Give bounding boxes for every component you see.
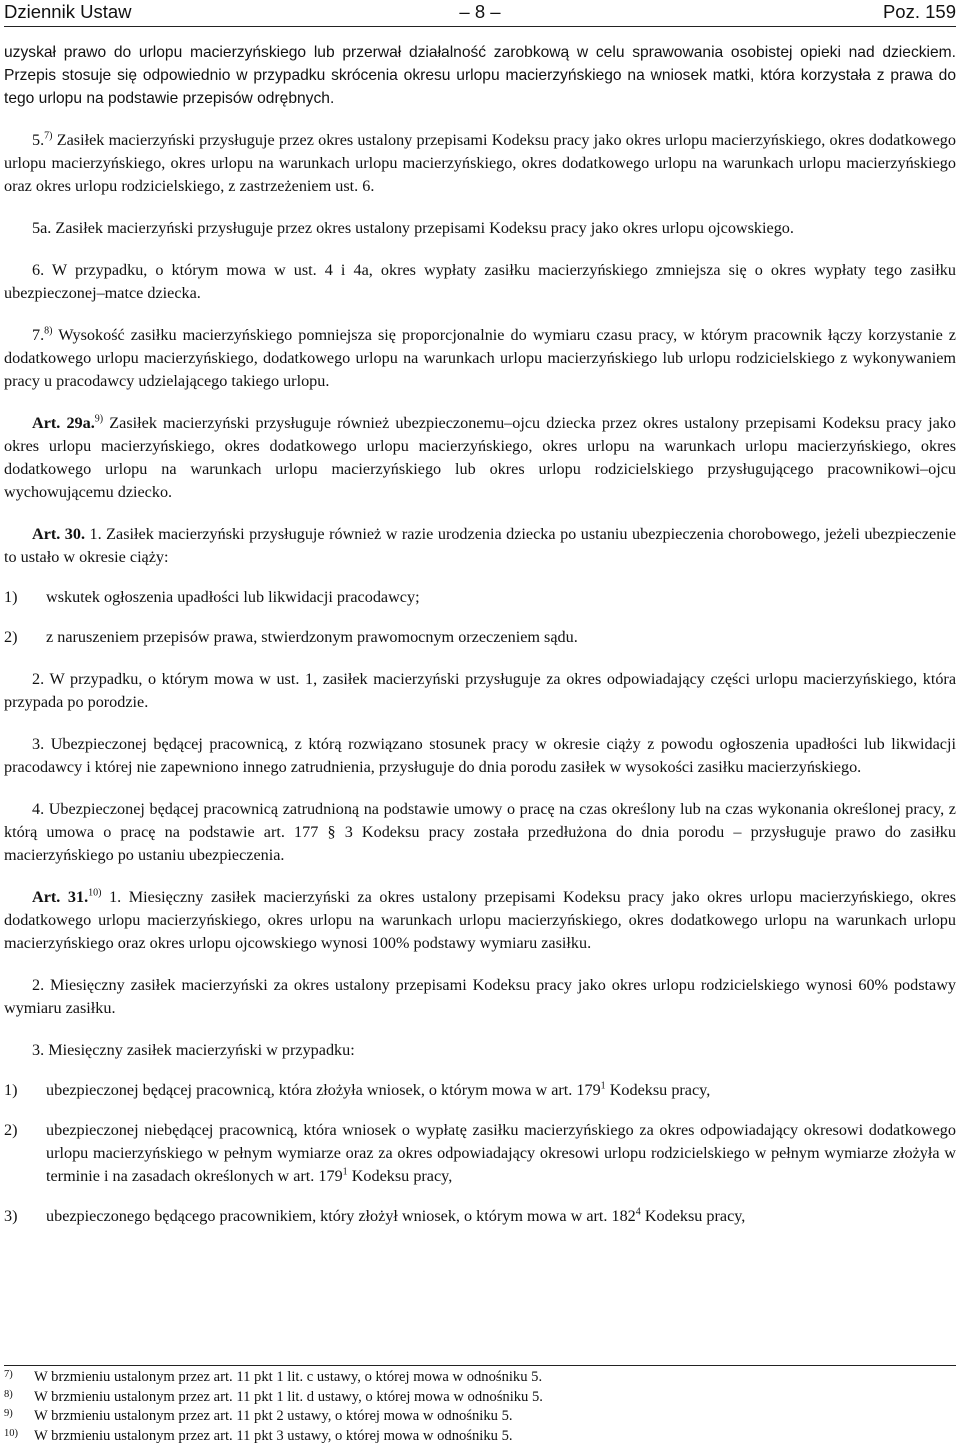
footnote-ref-9: 9) — [94, 413, 104, 425]
list-item-tail: Kodeksu pracy, — [347, 1167, 453, 1185]
list-item-body: ubezpieczonej będącej pracownicą, która złożyła wniosek, o którym mowa w art. 179 — [46, 1081, 601, 1099]
paragraph-5-text: Zasiłek macierzyński przysługuje przez okres ustalony przepisami Kodeksu pracy jako okres urlopu macierzyńskiego, okres dodatkowego urlopu macierzyńskiego, okres urlopu na warunkach urlopu macierzyńskiego, okres dodatkowego urlopu na warunkach urlopu macierzyńskiego oraz okres urlopu rodzicielskiego, z zastrzeżeniem ust. 6. — [4, 131, 956, 195]
article-30-paragraph-1 — [4, 523, 956, 569]
footnote — [4, 1368, 956, 1388]
list-item-text: wskutek ogłoszenia upadłości lub likwidacji pracodawcy; — [46, 588, 420, 606]
paragraph-5-number: 5. — [32, 131, 45, 149]
superscript: 4 — [635, 1206, 641, 1218]
article-31-paragraph-1-text: 1. Miesięczny zasiłek macierzyński za okres ustalony przepisami Kodeksu pracy jako okres urlopu macierzyńskiego, okres dodatkowego urlopu macierzyńskiego, okres urlopu na warunkach urlopu macierzyńskiego, okres dodatkowego urlopu na warunkach urlopu macierzyńskiego oraz okres urlopu ojcowskiego wynosi 100% podstawy wymiaru zasiłku. — [4, 888, 956, 952]
footnotes — [4, 1365, 956, 1446]
list-item — [4, 626, 956, 649]
superscript: 1 — [600, 1080, 606, 1092]
superscript: 1 — [342, 1166, 348, 1178]
footnote — [4, 1407, 956, 1427]
list-item — [4, 586, 956, 609]
list-item — [4, 1205, 956, 1228]
article-31-paragraph-3: 3. Miesięczny zasiłek macierzyński w przypadku: — [32, 1041, 355, 1059]
intro-paragraph: uzyskał prawo do urlopu macierzyńskiego lub przerwał działalność zarobkową w celu sprawowania osobistej opieki nad dzieckiem. Przepis stosuje się odpowiednio w przypadku skrócenia okresu urlopu macierzyńskiego na wniosek matki, która korzystała z prawa do tego urlopu na podstawie przepisów odrębnych. — [4, 44, 956, 107]
document-body — [4, 41, 956, 1228]
footnote-text: W brzmieniu ustalonym przez art. 11 pkt 1 lit. c ustawy, o której mowa w odnośniku 5. — [34, 1369, 543, 1385]
article-29a-label: Art. 29a. — [32, 414, 95, 432]
list-item-text — [46, 1079, 956, 1102]
list-item-number: 3) — [4, 1207, 18, 1225]
list-item — [4, 1119, 956, 1188]
paragraph-7-text: Wysokość zasiłku macierzyńskiego pomniejsza się proporcjonalnie do wymiaru czasu pracy, w którym pracownik łączy korzystanie z dodatkowego urlopu macierzyńskiego, dodatkowego urlopu na warunkach urlopu macierzyńskiego lub urlopu rodzicielskiego z wykonywaniem pracy u pracodawcy udzielającego takiego urlopu. — [4, 326, 956, 390]
footnote — [4, 1427, 956, 1447]
list-item-number: 2) — [4, 1121, 18, 1139]
list-item-body: ubezpieczonej niebędącej pracownicą, która wniosek o wypłatę zasiłku macierzyńskiego za okres odpowiadający okresowi dodatkowego urlopu macierzyńskiego w pełnym wymiarze oraz za okres odpowiadający okresowi urlopu rodzicielskiego w pełnym wymiarze złożyła w terminie i na zasadach określonych w art. 179 — [46, 1121, 956, 1185]
article-29a — [4, 412, 956, 504]
paragraph-5a: 5a. Zasiłek macierzyński przysługuje przez okres ustalony przepisami Kodeksu pracy jako okres urlopu ojcowskiego. — [32, 219, 794, 237]
list-item-text: z naruszeniem przepisów prawa, stwierdzonym prawomocnym orzeczeniem sądu. — [46, 628, 578, 646]
article-30-paragraph-3: 3. Ubezpieczonej będącej pracownicą, z którą rozwiązano stosunek pracy w okresie ciąży z powodu ogłoszenia upadłości lub likwidacji pracodawcy i której nie zapewniono innego zatrudnienia, przysługuje do dnia porodu zasiłek w wysokości zasiłku macierzyńskiego. — [4, 735, 956, 776]
list-item-body: ubezpieczonego będącego pracownikiem, który złożył wniosek, o którym mowa w art. 182 — [46, 1207, 636, 1225]
paragraph-7-number: 7. — [32, 326, 45, 344]
page-header — [4, 0, 956, 27]
footnote-mark: 7) — [4, 1369, 13, 1380]
position-number: Poz. 159 — [882, 1, 956, 22]
list-item-number: 2) — [4, 628, 18, 646]
article-31-label: Art. 31. — [32, 888, 89, 906]
footnote — [4, 1388, 956, 1408]
article-30-paragraph-4: 4. Ubezpieczonej będącej pracownicą zatrudnioną na podstawie umowy o pracę na czas określony lub na czas wykonania określonej pracy, z którą umowa o pracę na podstawie art. 177 § 3 Kodeksu pracy została przedłużona do dnia porodu – przysługuje prawo do zasiłku macierzyńskiego po ustaniu ubezpieczenia. — [4, 800, 956, 864]
list-item-number: 1) — [4, 588, 18, 606]
paragraph-6: 6. W przypadku, o którym mowa w ust. 4 i 4a, okres wypłaty zasiłku macierzyńskiego zmniejsza się o okres wypłaty tego zasiłku ubezpieczonej–matce dziecka. — [4, 261, 956, 302]
list-item-text — [46, 1205, 956, 1228]
page-number: – 8 – — [459, 1, 501, 22]
footnote-mark: 10) — [4, 1427, 18, 1439]
paragraph-7 — [4, 324, 956, 393]
list-item — [4, 1079, 956, 1102]
footnote-ref-10: 10) — [88, 887, 102, 899]
footnote-ref-8: 8) — [44, 325, 53, 337]
article-30-paragraph-1-text: 1. Zasiłek macierzyński przysługuje również w razie urodzenia dziecka po ustaniu ubezpieczenia chorobowego, jeżeli ubezpieczenie to ustało w okresie ciąży: — [4, 525, 957, 566]
list-item-tail: Kodeksu pracy, — [640, 1207, 746, 1225]
footnote-text: W brzmieniu ustalonym przez art. 11 pkt 1 lit. d ustawy, o której mowa w odnośniku 5. — [34, 1388, 543, 1405]
list-item-text — [46, 1119, 956, 1188]
article-30-paragraph-2: 2. W przypadku, o którym mowa w ust. 1, zasiłek macierzyński przysługuje za okres odpowiadający części urlopu macierzyńskiego, która przypada po porodzie. — [4, 670, 956, 711]
article-31-paragraph-2: 2. Miesięczny zasiłek macierzyński za okres ustalony przepisami Kodeksu pracy jako okres urlopu rodzicielskiego wynosi 60% podstawy wymiaru zasiłku. — [4, 976, 956, 1017]
footnote-text: W brzmieniu ustalonym przez art. 11 pkt 3 ustawy, o której mowa w odnośniku 5. — [34, 1427, 513, 1444]
footnote-text: W brzmieniu ustalonym przez art. 11 pkt 2 ustawy, o której mowa w odnośniku 5. — [34, 1408, 513, 1424]
article-29a-text: Zasiłek macierzyński przysługuje również ubezpieczonemu–ojcu dziecka przez okres ustalony przepisami Kodeksu pracy jako okres urlopu macierzyńskiego, okres dodatkowego urlopu macierzyńskiego, okres urlopu na warunkach urlopu macierzyńskiego, okres dodatkowego urlopu na warunkach urlopu macierzyńskiego lub okres urlopu rodzicielskiego przysługującego pracownikowi–ojcu wychowującemu dziecko. — [4, 414, 956, 501]
footnote-ref-7: 7) — [44, 130, 53, 142]
article-31-paragraph-1 — [4, 886, 956, 955]
paragraph-5 — [4, 129, 956, 198]
article-30-label: Art. 30. — [32, 525, 86, 543]
journal-title: Dziennik Ustaw — [4, 1, 132, 22]
list-item-tail: Kodeksu pracy, — [605, 1081, 711, 1099]
footnote-mark: 8) — [4, 1388, 13, 1400]
list-item-number: 1) — [4, 1081, 18, 1099]
footnote-mark: 9) — [4, 1408, 13, 1419]
document-page — [4, 0, 956, 1228]
